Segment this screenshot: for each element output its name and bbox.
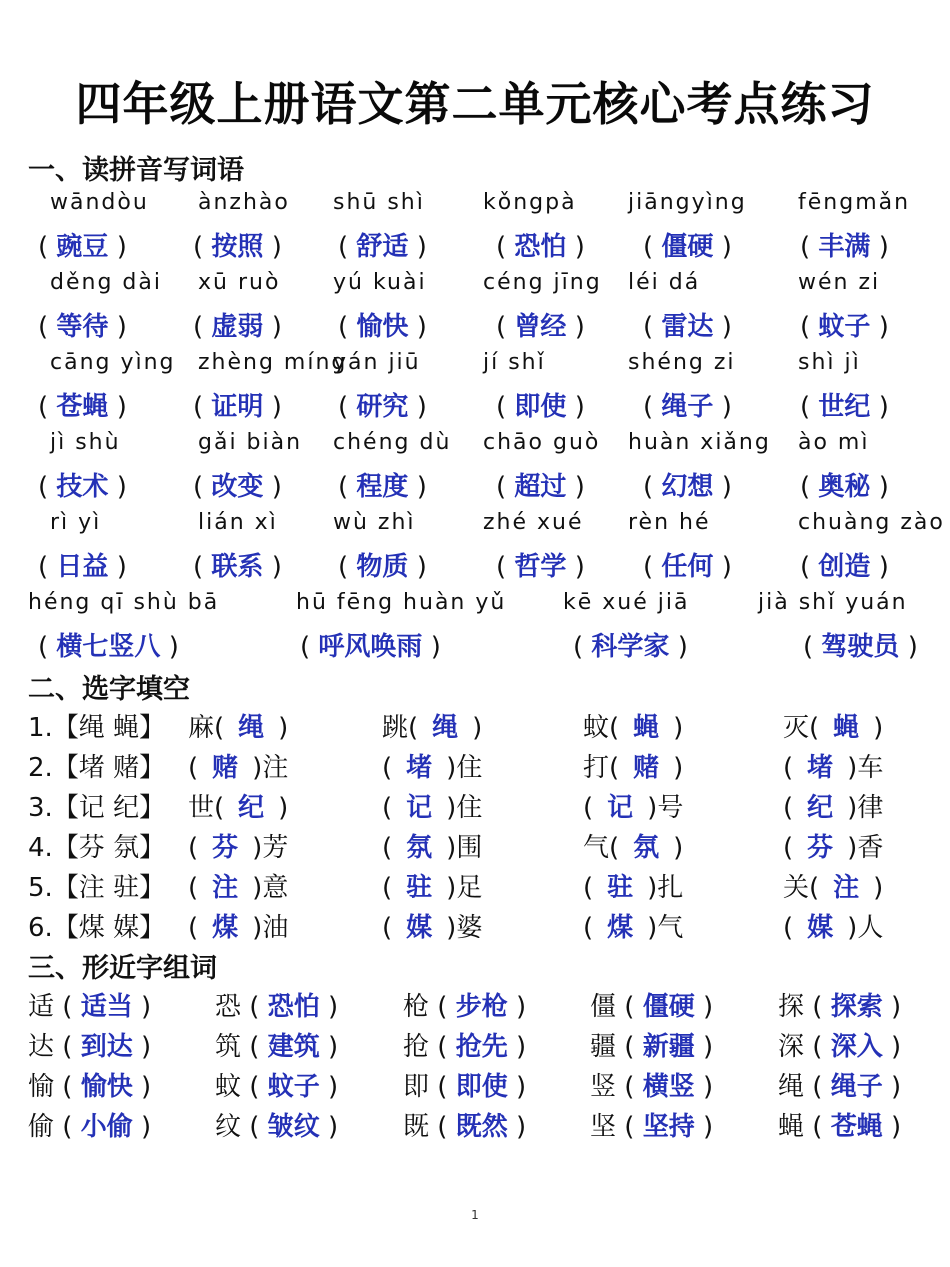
blank-prefix: ( [382, 913, 393, 943]
answer-word: 横七竖八 [56, 632, 161, 662]
answer-blank: ( 雷达 ) [643, 312, 732, 342]
answer-word: 僵硬 [661, 232, 714, 262]
answer-word: 哲学 [514, 552, 567, 582]
blank-answer: 注 [212, 873, 239, 903]
base-character: 坚 [590, 1112, 617, 1142]
answer-blank: ( 虚弱 ) [193, 312, 282, 342]
page-title: 四年级上册语文第二单元核心考点练习 [75, 77, 875, 131]
group-word: 即使 [455, 1072, 508, 1102]
blank-prefix: ( [382, 793, 393, 823]
fill-blank [783, 707, 883, 744]
pinyin-text: zhèng míng [198, 350, 348, 375]
blank-prefix: ( [382, 873, 393, 903]
answer-word: 按照 [211, 232, 264, 262]
blank-answer: 煤 [212, 913, 239, 943]
blank-answer: 媒 [406, 913, 433, 943]
blank-suffix: )芳 [252, 833, 289, 863]
fill-blank [188, 907, 288, 944]
group-word: 既然 [455, 1112, 508, 1142]
answer-blank: ( 科学家 ) [573, 632, 688, 662]
group-word: 抢先 [455, 1032, 508, 1062]
pinyin-text: ào mì [798, 430, 870, 455]
pinyin-text: chāo guò [483, 430, 601, 455]
answer-blank: ( 曾经 ) [496, 312, 585, 342]
group-word: 小偷 [80, 1112, 133, 1142]
answer-blank: ( 苍蝇 ) [38, 392, 127, 422]
word-group: 纹 ( 皱纹 ) [215, 1112, 339, 1142]
blank-answer: 纪 [807, 793, 834, 823]
word-group: 达 ( 到达 ) [28, 1032, 152, 1062]
fill-blank [382, 787, 482, 824]
word-group: 疆 ( 新疆 ) [590, 1032, 714, 1062]
pinyin-text: shì jì [798, 350, 861, 375]
answer-word: 科学家 [591, 632, 670, 662]
group-word: 到达 [80, 1032, 133, 1062]
pinyin-text: rèn hé [628, 510, 711, 535]
word-group: 偷 ( 小偷 ) [28, 1112, 152, 1142]
section1-heading: 一、读拼音写词语 [28, 155, 244, 186]
blank-suffix: ) [278, 793, 289, 823]
blank-answer: 氛 [406, 833, 433, 863]
answer-word: 蚊子 [818, 312, 871, 342]
blank-suffix: ) [673, 713, 684, 743]
question-label: 2.【堵 赌】 [28, 753, 166, 783]
pinyin-text: kē xué jiā [563, 590, 690, 615]
blank-suffix: ) [873, 713, 884, 743]
blank-prefix: 麻( [188, 713, 225, 743]
blank-suffix: )号 [647, 793, 684, 823]
blank-suffix: ) [673, 833, 684, 863]
fill-blank [188, 787, 288, 824]
pinyin-text: cāng yìng [50, 350, 176, 375]
fill-blank [583, 867, 683, 904]
base-character: 僵 [590, 992, 617, 1022]
answer-blank: ( 丰满 ) [800, 232, 889, 262]
blank-prefix: ( [583, 793, 594, 823]
blank-prefix: ( [783, 753, 794, 783]
answer-blank: ( 僵硬 ) [643, 232, 732, 262]
blank-suffix: ) [472, 713, 483, 743]
blank-answer: 注 [833, 873, 860, 903]
group-word: 深入 [830, 1032, 883, 1062]
group-word: 横竖 [642, 1072, 695, 1102]
answer-word: 改变 [211, 472, 264, 502]
answer-blank: ( 蚊子 ) [800, 312, 889, 342]
answer-word: 苍蝇 [56, 392, 109, 422]
pinyin-text: zhé xué [483, 510, 584, 535]
base-character: 绳 [778, 1072, 805, 1102]
blank-suffix: ) [278, 713, 289, 743]
fill-blank [783, 867, 883, 904]
blank-suffix: )香 [847, 833, 884, 863]
pinyin-text: shū shì [333, 190, 425, 215]
blank-prefix: 气( [583, 833, 620, 863]
answer-blank: ( 恐怕 ) [496, 232, 585, 262]
answer-blank: ( 幻想 ) [643, 472, 732, 502]
pinyin-text: děng dài [50, 270, 162, 295]
pinyin-text: kǒngpà [483, 190, 577, 215]
blank-suffix: )住 [446, 793, 483, 823]
answer-blank: ( 豌豆 ) [38, 232, 127, 262]
answer-blank: ( 世纪 ) [800, 392, 889, 422]
blank-suffix: ) [673, 753, 684, 783]
pinyin-text: wù zhì [333, 510, 416, 535]
word-group: 愉 ( 愉快 ) [28, 1072, 152, 1102]
answer-word: 等待 [56, 312, 109, 342]
fill-blank [583, 907, 683, 944]
blank-answer: 芬 [807, 833, 834, 863]
answer-blank: ( 创造 ) [800, 552, 889, 582]
blank-suffix: )围 [446, 833, 483, 863]
blank-answer: 堵 [406, 753, 433, 783]
answer-word: 证明 [211, 392, 264, 422]
fill-blank [583, 747, 683, 784]
pinyin-text: léi dá [628, 270, 701, 295]
section3-heading: 三、形近字组词 [28, 953, 217, 984]
base-character: 深 [778, 1032, 805, 1062]
fill-blank [188, 867, 288, 904]
blank-prefix: 打( [583, 753, 620, 783]
group-word: 绳子 [830, 1072, 883, 1102]
fill-blank [382, 707, 482, 744]
fill-blank [583, 827, 683, 864]
fill-blank [382, 867, 482, 904]
fill-blank [188, 747, 288, 784]
blank-answer: 赌 [212, 753, 239, 783]
blank-answer: 媒 [807, 913, 834, 943]
base-character: 抢 [403, 1032, 430, 1062]
answer-word: 技术 [56, 472, 109, 502]
pinyin-text: héng qī shù bā [28, 590, 220, 615]
answer-blank: ( 哲学 ) [496, 552, 585, 582]
fill-blank [382, 747, 482, 784]
word-group: 蚊 ( 蚊子 ) [215, 1072, 339, 1102]
answer-blank: ( 程度 ) [338, 472, 427, 502]
group-word: 建筑 [267, 1032, 320, 1062]
pinyin-text: chuàng zào [798, 510, 945, 535]
blank-prefix: 跳( [382, 713, 419, 743]
blank-prefix: 蚊( [583, 713, 620, 743]
answer-blank: ( 物质 ) [338, 552, 427, 582]
word-group: 抢 ( 抢先 ) [403, 1032, 527, 1062]
blank-suffix: )注 [252, 753, 289, 783]
base-character: 适 [28, 992, 55, 1022]
pinyin-text: chéng dù [333, 430, 452, 455]
answer-blank: ( 绳子 ) [643, 392, 732, 422]
pinyin-text: wén zi [798, 270, 881, 295]
fill-blank [783, 907, 883, 944]
pinyin-text: jì shù [50, 430, 121, 455]
blank-prefix: ( [188, 753, 199, 783]
pinyin-text: gǎi biàn [198, 430, 303, 455]
blank-suffix: )人 [847, 913, 884, 943]
word-group: 恐 ( 恐怕 ) [215, 992, 339, 1022]
fill-blank [188, 707, 288, 744]
blank-prefix: ( [783, 833, 794, 863]
fill-blank [382, 827, 482, 864]
word-group: 绳 ( 绳子 ) [778, 1072, 902, 1102]
blank-answer: 芬 [212, 833, 239, 863]
answer-word: 呼风唤雨 [318, 632, 423, 662]
blank-suffix: )油 [252, 913, 289, 943]
pinyin-text: yán jiū [333, 350, 421, 375]
answer-blank: ( 超过 ) [496, 472, 585, 502]
answer-word: 绳子 [661, 392, 714, 422]
answer-blank: ( 横七竖八 ) [38, 632, 179, 662]
answer-word: 愉快 [356, 312, 409, 342]
answer-word: 创造 [818, 552, 871, 582]
answer-blank: ( 任何 ) [643, 552, 732, 582]
answer-word: 世纪 [818, 392, 871, 422]
word-group: 即 ( 即使 ) [403, 1072, 527, 1102]
answer-word: 恐怕 [514, 232, 567, 262]
word-group: 僵 ( 僵硬 ) [590, 992, 714, 1022]
group-word: 僵硬 [642, 992, 695, 1022]
blank-suffix: ) [873, 873, 884, 903]
base-character: 愉 [28, 1072, 55, 1102]
blank-answer: 驻 [607, 873, 634, 903]
word-group: 适 ( 适当 ) [28, 992, 152, 1022]
group-word: 皱纹 [267, 1112, 320, 1142]
blank-suffix: )车 [847, 753, 884, 783]
blank-answer: 记 [406, 793, 433, 823]
group-word: 蚊子 [267, 1072, 320, 1102]
blank-prefix: 关( [783, 873, 820, 903]
blank-answer: 纪 [238, 793, 265, 823]
blank-answer: 记 [607, 793, 634, 823]
group-word: 坚持 [642, 1112, 695, 1142]
group-word: 探索 [830, 992, 883, 1022]
answer-blank: ( 即使 ) [496, 392, 585, 422]
blank-answer: 蝇 [833, 713, 860, 743]
answer-word: 舒适 [356, 232, 409, 262]
blank-suffix: )气 [647, 913, 684, 943]
blank-suffix: )意 [252, 873, 289, 903]
answer-blank: ( 等待 ) [38, 312, 127, 342]
pinyin-text: lián xì [198, 510, 278, 535]
base-character: 疆 [590, 1032, 617, 1062]
answer-blank: ( 日益 ) [38, 552, 127, 582]
fill-blank [382, 907, 482, 944]
fill-blank [783, 787, 883, 824]
blank-answer: 赌 [633, 753, 660, 783]
group-word: 适当 [80, 992, 133, 1022]
answer-blank: ( 证明 ) [193, 392, 282, 422]
answer-blank: ( 驾驶员 ) [803, 632, 918, 662]
answer-word: 驾驶员 [821, 632, 900, 662]
answer-word: 虚弱 [211, 312, 264, 342]
blank-suffix: )足 [446, 873, 483, 903]
section2-heading: 二、选字填空 [28, 674, 190, 705]
answer-word: 豌豆 [56, 232, 109, 262]
blank-prefix: ( [382, 833, 393, 863]
pinyin-text: wāndòu [50, 190, 149, 215]
base-character: 达 [28, 1032, 55, 1062]
base-character: 蚊 [215, 1072, 242, 1102]
blank-answer: 蝇 [633, 713, 660, 743]
question-label: 6.【煤 媒】 [28, 913, 166, 943]
page-number: 1 [471, 1208, 479, 1222]
answer-blank: ( 技术 ) [38, 472, 127, 502]
word-group: 蝇 ( 苍蝇 ) [778, 1112, 902, 1142]
pinyin-text: jí shǐ [483, 350, 546, 375]
base-character: 探 [778, 992, 805, 1022]
question-label: 5.【注 驻】 [28, 873, 166, 903]
base-character: 蝇 [778, 1112, 805, 1142]
base-character: 枪 [403, 992, 430, 1022]
group-word: 苍蝇 [830, 1112, 883, 1142]
group-word: 愉快 [80, 1072, 133, 1102]
pinyin-text: shéng zi [628, 350, 736, 375]
answer-word: 曾经 [514, 312, 567, 342]
fill-blank [783, 747, 883, 784]
answer-blank: ( 舒适 ) [338, 232, 427, 262]
blank-prefix: 世( [188, 793, 225, 823]
answer-word: 日益 [56, 552, 109, 582]
pinyin-text: ànzhào [198, 190, 290, 215]
answer-word: 程度 [356, 472, 409, 502]
blank-answer: 堵 [807, 753, 834, 783]
blank-answer: 绳 [432, 713, 459, 743]
blank-answer: 氛 [633, 833, 660, 863]
pinyin-text: huàn xiǎng [628, 430, 771, 455]
blank-prefix: ( [188, 913, 199, 943]
pinyin-text: yú kuài [333, 270, 427, 295]
word-group: 深 ( 深入 ) [778, 1032, 902, 1062]
blank-prefix: 灭( [783, 713, 820, 743]
blank-answer: 绳 [238, 713, 265, 743]
blank-prefix: ( [583, 873, 594, 903]
base-character: 纹 [215, 1112, 242, 1142]
blank-prefix: ( [583, 913, 594, 943]
blank-prefix: ( [382, 753, 393, 783]
answer-word: 研究 [356, 392, 409, 422]
answer-word: 超过 [514, 472, 567, 502]
pinyin-text: céng jīng [483, 270, 602, 295]
blank-prefix: ( [188, 873, 199, 903]
answer-blank: ( 按照 ) [193, 232, 282, 262]
word-group: 坚 ( 坚持 ) [590, 1112, 714, 1142]
base-character: 偷 [28, 1112, 55, 1142]
blank-answer: 煤 [607, 913, 634, 943]
blank-prefix: ( [783, 913, 794, 943]
fill-blank [583, 707, 683, 744]
blank-suffix: )住 [446, 753, 483, 783]
base-character: 即 [403, 1072, 430, 1102]
word-group: 枪 ( 步枪 ) [403, 992, 527, 1022]
fill-blank [583, 787, 683, 824]
question-label: 3.【记 纪】 [28, 793, 166, 823]
answer-word: 幻想 [661, 472, 714, 502]
answer-blank: ( 改变 ) [193, 472, 282, 502]
pinyin-text: jià shǐ yuán [758, 590, 908, 615]
answer-blank: ( 呼风唤雨 ) [300, 632, 441, 662]
answer-word: 物质 [356, 552, 409, 582]
word-group: 既 ( 既然 ) [403, 1112, 527, 1142]
answer-word: 即使 [514, 392, 567, 422]
base-character: 竖 [590, 1072, 617, 1102]
answer-word: 任何 [661, 552, 714, 582]
question-label: 1.【绳 蝇】 [28, 713, 166, 743]
blank-suffix: )律 [847, 793, 884, 823]
base-character: 筑 [215, 1032, 242, 1062]
pinyin-text: xū ruò [198, 270, 281, 295]
group-word: 步枪 [455, 992, 508, 1022]
blank-prefix: ( [783, 793, 794, 823]
answer-blank: ( 奥秘 ) [800, 472, 889, 502]
question-label: 4.【芬 氛】 [28, 833, 166, 863]
answer-word: 雷达 [661, 312, 714, 342]
blank-answer: 驻 [406, 873, 433, 903]
blank-prefix: ( [188, 833, 199, 863]
group-word: 恐怕 [267, 992, 320, 1022]
pinyin-text: fēngmǎn [798, 190, 911, 215]
answer-blank: ( 愉快 ) [338, 312, 427, 342]
answer-word: 丰满 [818, 232, 871, 262]
answer-word: 奥秘 [818, 472, 871, 502]
fill-blank [783, 827, 883, 864]
blank-suffix: )扎 [647, 873, 684, 903]
pinyin-text: jiāngyìng [628, 190, 747, 215]
base-character: 既 [403, 1112, 430, 1142]
group-word: 新疆 [642, 1032, 695, 1062]
word-group: 筑 ( 建筑 ) [215, 1032, 339, 1062]
fill-blank [188, 827, 288, 864]
word-group: 探 ( 探索 ) [778, 992, 902, 1022]
base-character: 恐 [215, 992, 242, 1022]
blank-suffix: )婆 [446, 913, 483, 943]
pinyin-text: hū fēng huàn yǔ [296, 590, 507, 615]
answer-blank: ( 联系 ) [193, 552, 282, 582]
answer-word: 联系 [211, 552, 264, 582]
pinyin-text: rì yì [50, 510, 102, 535]
answer-blank: ( 研究 ) [338, 392, 427, 422]
word-group: 竖 ( 横竖 ) [590, 1072, 714, 1102]
